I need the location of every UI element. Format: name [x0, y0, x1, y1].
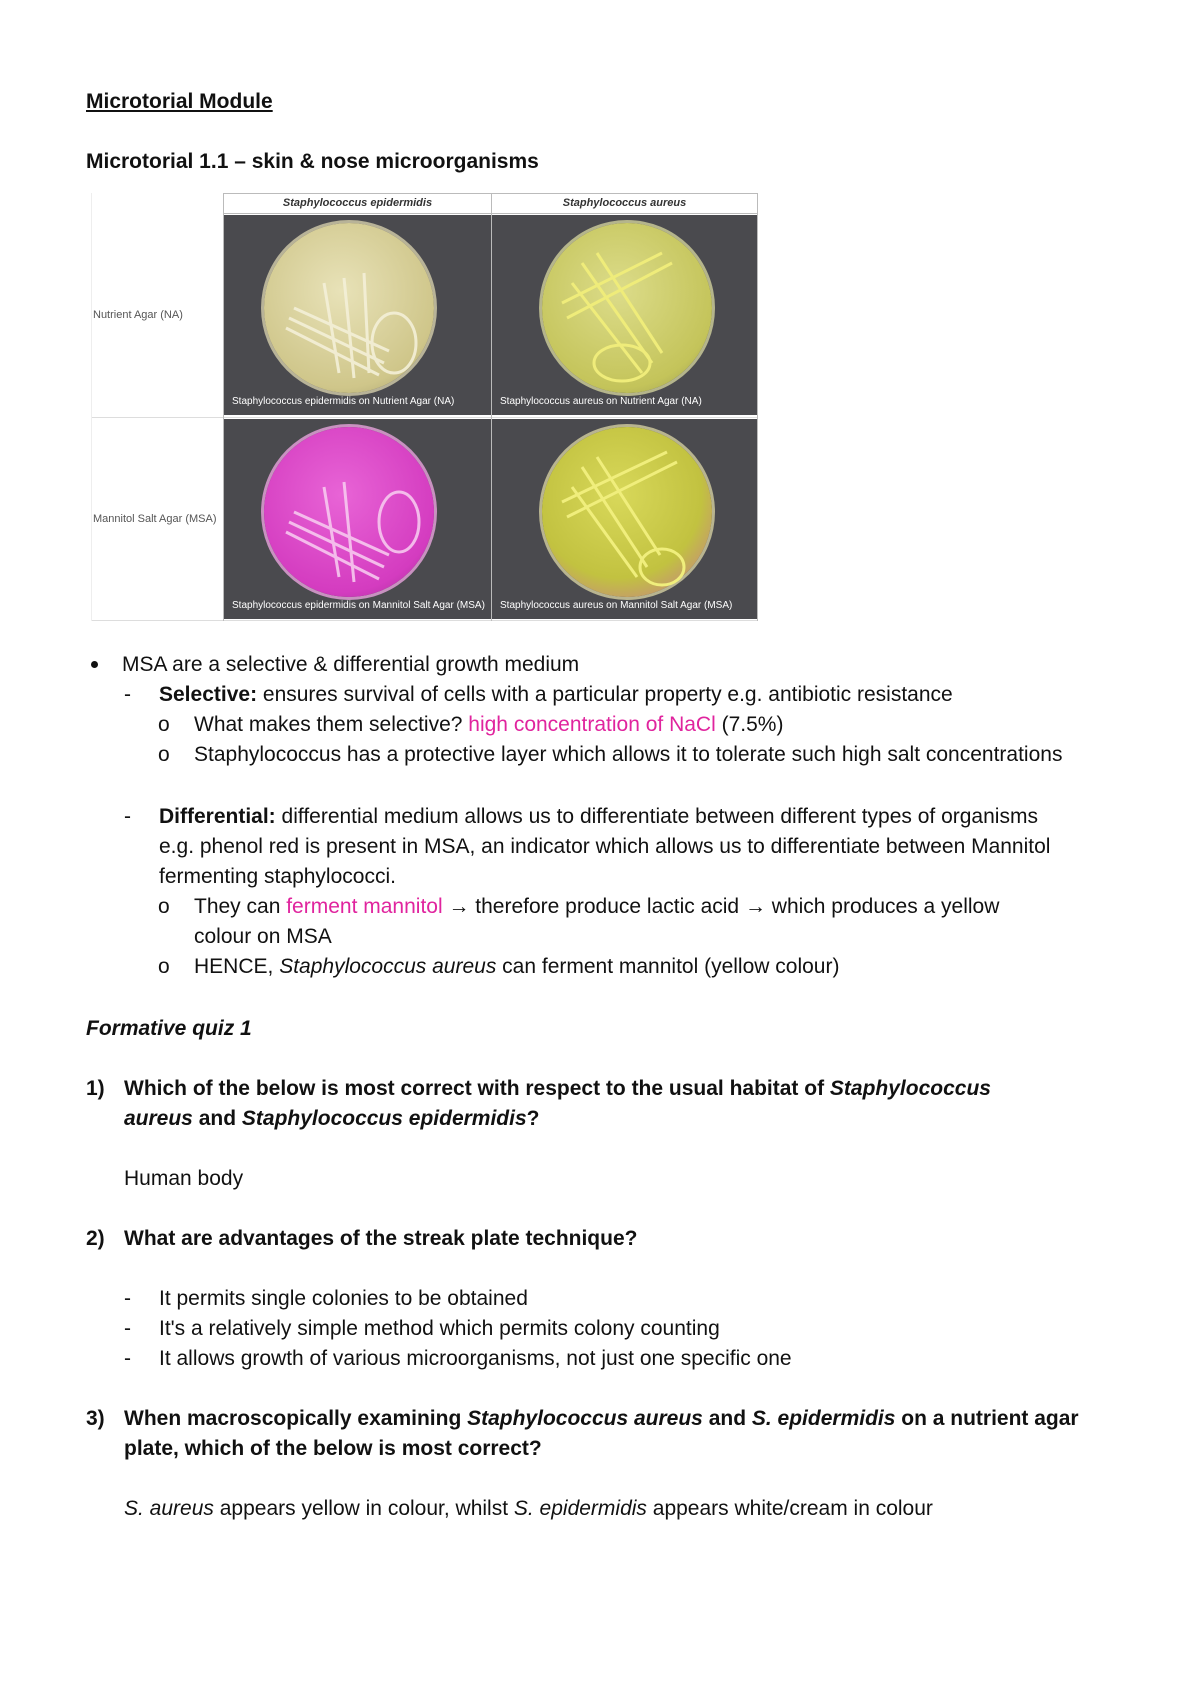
note-differential: Differential: differential medium allows us to differentiate between different types of organisms — [159, 805, 1038, 828]
plate-caption: Staphylococcus aureus on Nutrient Agar (NA) — [500, 396, 702, 407]
dash-marker: - — [124, 1287, 131, 1310]
dash-marker: - — [124, 805, 131, 828]
note-differential-sub2: HENCE, Staphylococcus aureus can ferment mannitol (yellow colour) — [194, 955, 840, 978]
answer-1: Human body — [124, 1167, 244, 1190]
plate-caption: Staphylococcus epidermidis on Nutrient Agar (NA) — [232, 396, 455, 407]
bullet-point — [91, 661, 98, 668]
module-title: Microtorial Module — [86, 90, 273, 113]
note-differential-sub1-cont: colour on MSA — [194, 925, 332, 948]
section-title: Microtorial 1.1 – skin & nose microorganisms — [86, 150, 539, 173]
agar-plates-figure — [91, 193, 758, 621]
note-differential-line2: e.g. phenol red is present in MSA, an indicator which allows us to differentiate between Mannitol — [159, 835, 1051, 858]
question-3-line2: plate, which of the below is most correct? — [124, 1437, 542, 1460]
question-number: 3) — [86, 1407, 105, 1430]
answer-2-item: It permits single colonies to be obtained — [159, 1287, 528, 1310]
plate-photo-epidermidis-na — [224, 215, 491, 415]
note-selective: Selective: ensures survival of cells with a particular property e.g. antibiotic resistance — [159, 683, 953, 706]
question-2: What are advantages of the streak plate technique? — [124, 1227, 638, 1250]
answer-2-item: It allows growth of various microorganisms, not just one specific one — [159, 1347, 792, 1370]
question-1-line1: Which of the below is most correct with respect to the usual habitat of Staphylococcus — [124, 1077, 991, 1100]
sub-bullet-marker: o — [158, 743, 170, 766]
question-number: 1) — [86, 1077, 105, 1100]
answer-2-item: It's a relatively simple method which permits colony counting — [159, 1317, 720, 1340]
column-header-epidermidis: Staphylococcus epidermidis — [282, 197, 433, 209]
row-label-nutrient-agar: Nutrient Agar (NA) — [93, 309, 183, 321]
column-header-aureus: Staphylococcus aureus — [562, 197, 687, 209]
row-label-mannitol-salt-agar: Mannitol Salt Agar (MSA) — [93, 513, 217, 525]
plate-caption: Staphylococcus epidermidis on Mannitol Salt Agar (MSA) — [232, 600, 485, 611]
plate-photo-epidermidis-msa — [224, 419, 491, 619]
dash-marker: - — [124, 1347, 131, 1370]
plate-caption: Staphylococcus aureus on Mannitol Salt Agar (MSA) — [500, 600, 733, 611]
note-differential-line3: fermenting staphylococci. — [159, 865, 396, 888]
question-1-line2: aureus and Staphylococcus epidermidis? — [124, 1107, 540, 1130]
plate-photo-aureus-na — [492, 215, 757, 415]
note-bullet-msa: MSA are a selective & differential growth medium — [122, 653, 580, 676]
note-selective-sub1: What makes them selective? high concentration of NaCl (7.5%) — [194, 713, 784, 736]
dash-marker: - — [124, 683, 131, 706]
sub-bullet-marker: o — [158, 713, 170, 736]
answer-3: S. aureus appears yellow in colour, whilst S. epidermidis appears white/cream in colour — [124, 1497, 933, 1520]
question-number: 2) — [86, 1227, 105, 1250]
sub-bullet-marker: o — [158, 895, 170, 918]
dash-marker: - — [124, 1317, 131, 1340]
note-selective-sub2: Staphylococcus has a protective layer which allows it to tolerate such high salt concentrations — [194, 743, 1063, 766]
quiz-title: Formative quiz 1 — [86, 1017, 252, 1040]
plate-photo-aureus-msa — [492, 419, 757, 619]
note-differential-sub1: They can ferment mannitol → therefore produce lactic acid → which produces a yellow — [194, 895, 1000, 918]
question-3-line1: When macroscopically examining Staphylococcus aureus and S. epidermidis on a nutrient agar — [124, 1407, 1079, 1430]
sub-bullet-marker: o — [158, 955, 170, 978]
